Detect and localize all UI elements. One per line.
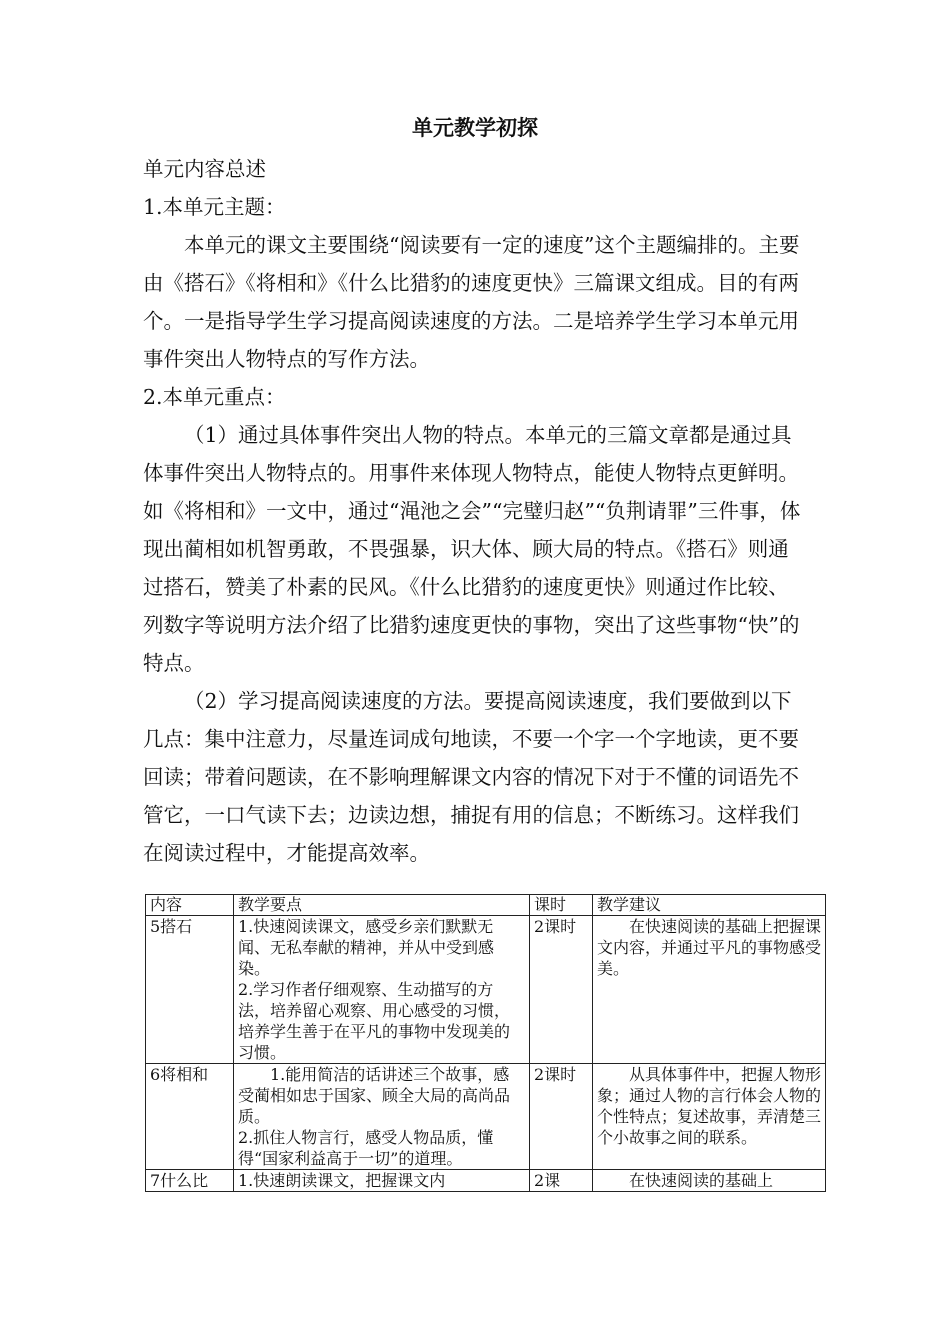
cell-content: 5搭石 [146, 916, 234, 1064]
theme-paragraph: 本单元的课文主要围绕“阅读要有一定的速度”这个主题编排的。主要由《搭石》《将相和》《什么比猎豹的速度更快》三篇课文组成。目的有两个。一是指导学生学习提高阅读速度的方法。二是培养学生学习本单元用事件突出人物特点的写作方法。 [143, 233, 800, 371]
table-row [146, 916, 826, 1064]
header-advice: 教学建议 [593, 895, 826, 916]
table-row [146, 1064, 826, 1170]
point-item: 1.能用简洁的话讲述三个故事，感受蔺相如忠于国家、顾全大局的高尚品质。 [238, 1065, 511, 1126]
cell-advice: 从具体事件中，把握人物形象；通过人物的言行体会人物的个性特点；复述故事，弄清楚三个小故事之间的联系。 [593, 1064, 826, 1170]
point-item: 2.抓住人物言行，感受人物品质，懂得“国家利益高于一切”的道理。 [238, 1128, 494, 1168]
document-body [143, 150, 809, 872]
cell-points [234, 916, 530, 1064]
table-row [146, 1170, 826, 1192]
header-hours: 课时 [530, 895, 593, 916]
point-item: 1.快速阅读课文，感受乡亲们默默无闻、无私奉献的精神，并从中受到感染。 [238, 917, 495, 978]
header-content: 内容 [146, 895, 234, 916]
cell-advice: 在快速阅读的基础上 [593, 1170, 826, 1192]
theme-heading: 1.本单元主题： [143, 195, 286, 219]
focus-heading: 2.本单元重点： [143, 385, 286, 409]
lesson-plan-table [145, 894, 826, 1192]
page-title: 单元教学初探 [412, 115, 538, 140]
cell-points: 1.快速朗读课文，把握课文内 [234, 1170, 530, 1192]
cell-advice: 在快速阅读的基础上把握课文内容，并通过平凡的事物感受美。 [593, 916, 826, 1064]
point-item: 2.学习作者仔细观察、生动描写的方法，培养留心观察、用心感受的习惯，培养学生善于在平凡的事物中发现美的习惯。 [238, 980, 511, 1062]
focus-point-1: （1）通过具体事件突出人物的特点。本单元的三篇文章都是通过具体事件突出人物特点的。用事件来体现人物特点，能使人物特点更鲜明。如《将相和》一文中，通过“渑池之会”“完璧归赵”“负荆请罪”三件事，体现出蔺相如机智勇敢，不畏强暴，识大体、顾大局的特点。《搭石》则通过搭石，赞美了朴素的民风。《什么比猎豹的速度更快》则通过作比较、列数字等说明方法介绍了比猎豹速度更快的事物，突出了这些事物“快”的特点。 [143, 423, 801, 675]
cell-hours: 2课时 [530, 916, 593, 1064]
cell-hours: 2课时 [530, 1064, 593, 1170]
focus-point-2: （2）学习提高阅读速度的方法。要提高阅读速度，我们要做到以下几点：集中注意力，尽量连词成句地读，不要一个字一个字地读，更不要回读；带着问题读，在不影响理解课文内容的情况下对于不懂的词语先不管它，一口气读下去；边读边想，捕捉有用的信息；不断练习。这样我们在阅读过程中，才能提高效率。 [143, 689, 799, 865]
header-points: 教学要点 [234, 895, 530, 916]
cell-points [234, 1064, 530, 1170]
section-heading: 单元内容总述 [143, 157, 266, 181]
table-header-row [146, 895, 826, 916]
cell-content: 7什么比 [146, 1170, 234, 1192]
cell-hours: 2课 [530, 1170, 593, 1192]
cell-content: 6将相和 [146, 1064, 234, 1170]
